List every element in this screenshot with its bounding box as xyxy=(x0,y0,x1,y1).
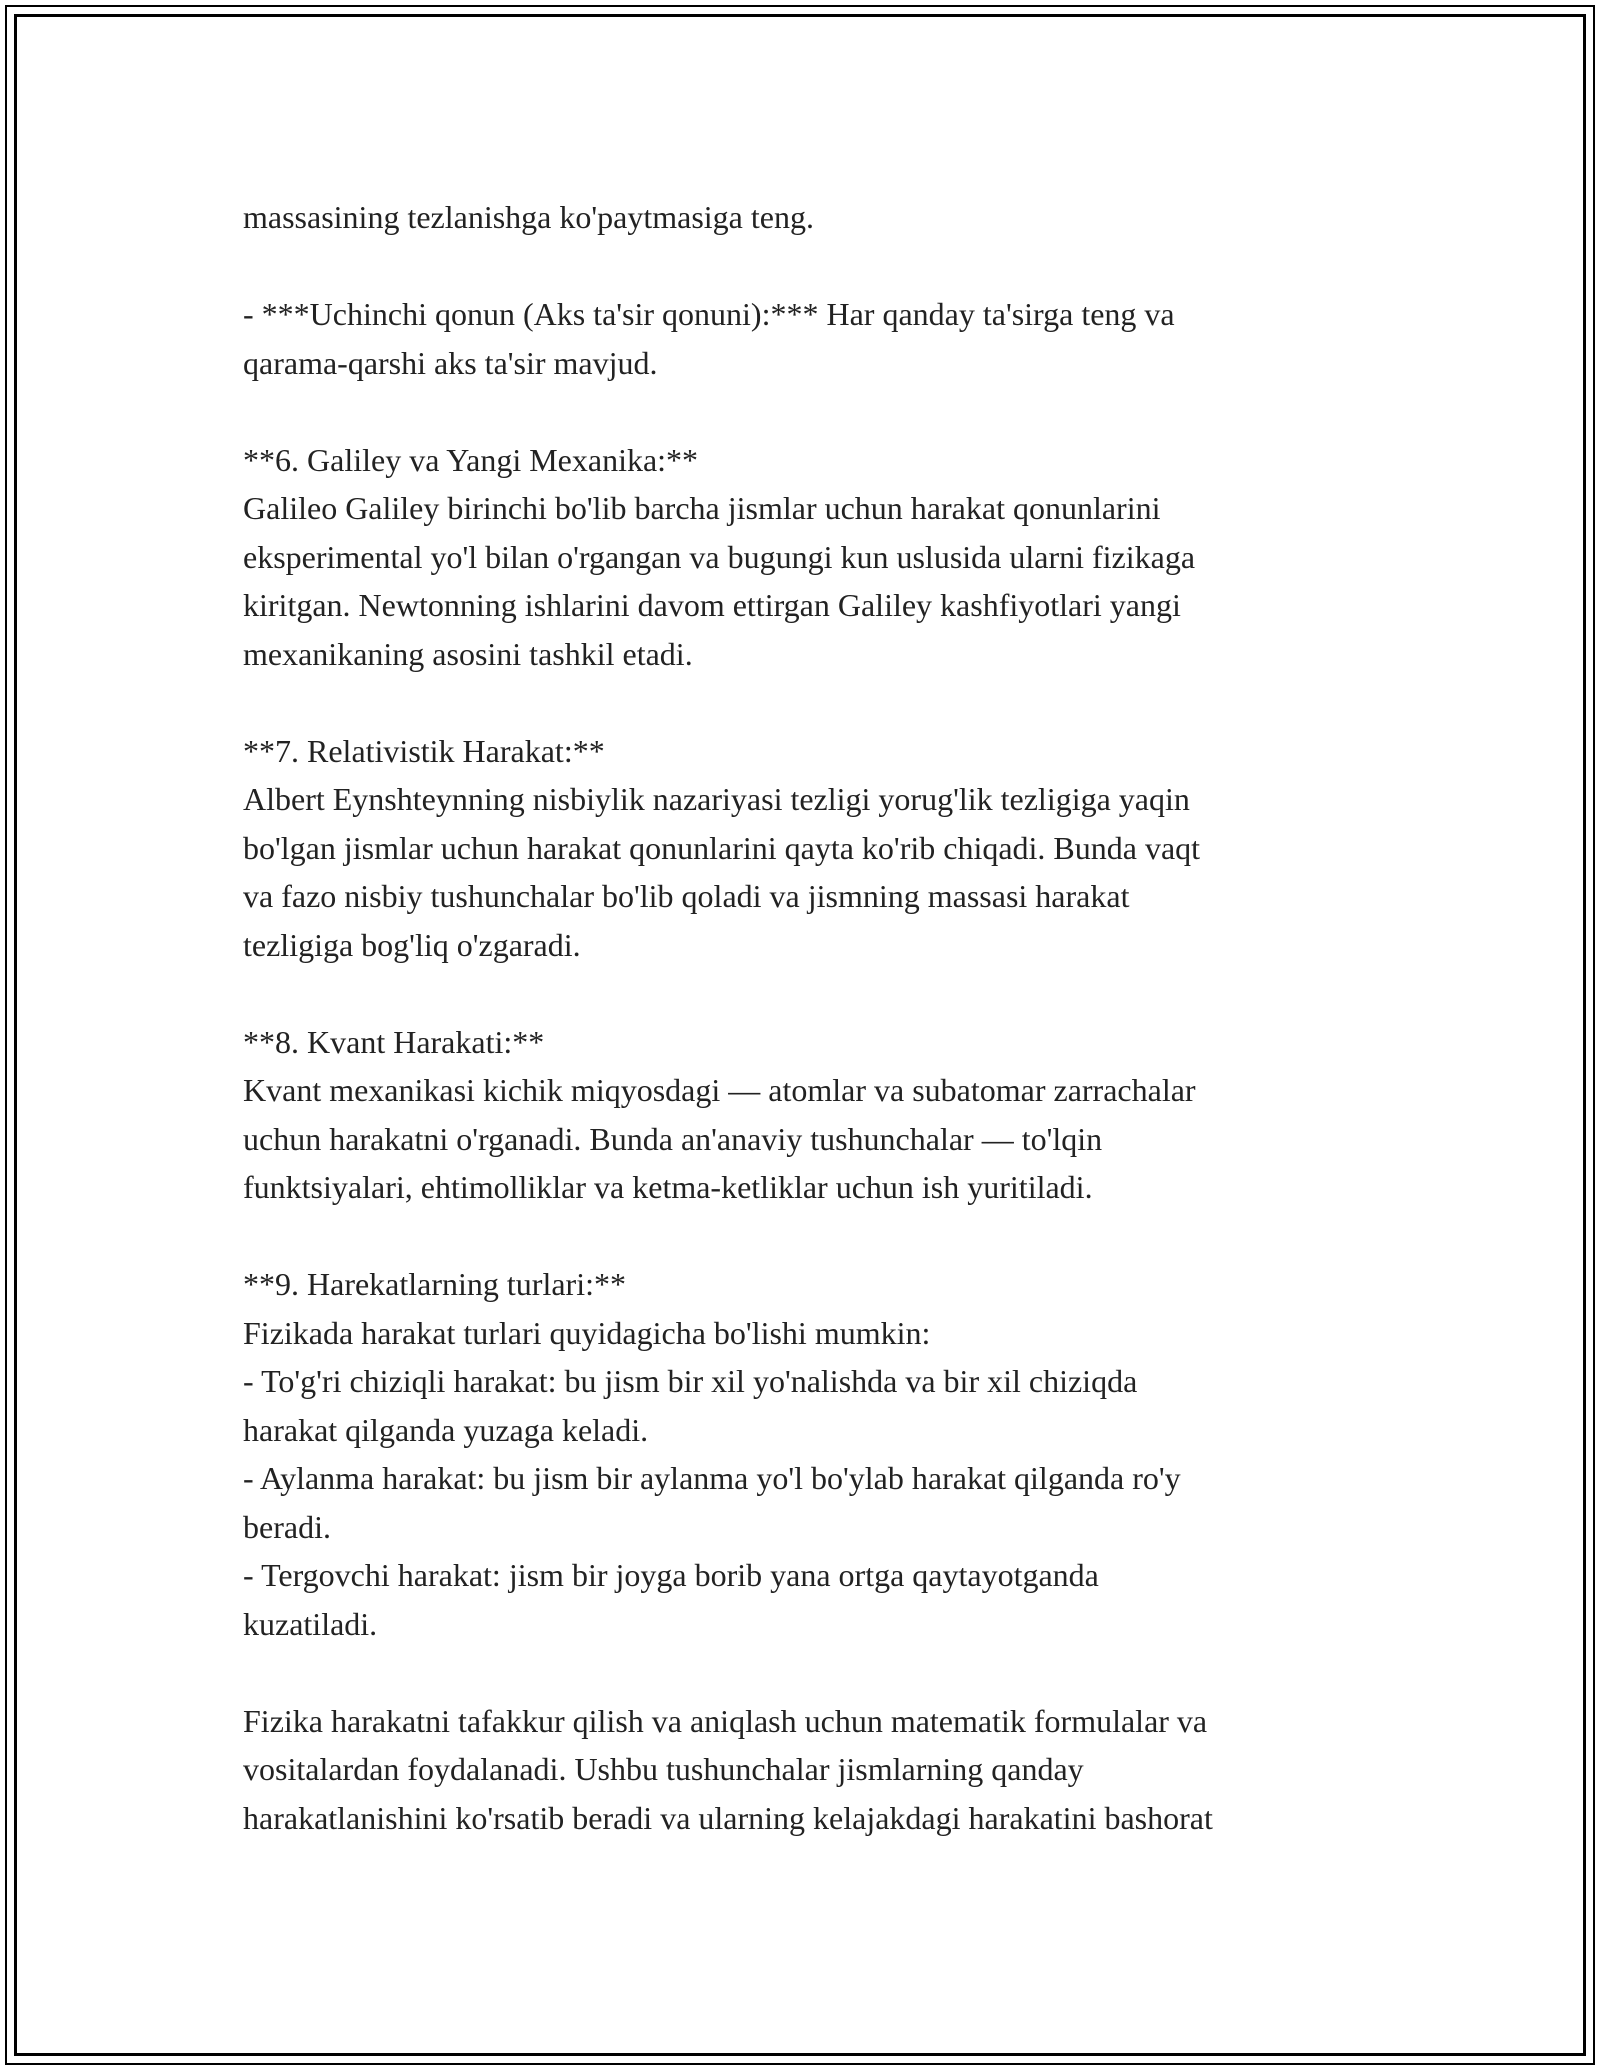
paragraph-section-6 xyxy=(243,436,1373,679)
paragraph-gap xyxy=(243,1212,1373,1261)
text-line: **9. Harekatlarning turlari:** xyxy=(243,1266,626,1302)
text-line: Fizika harakatni tafakkur qilish va aniqlash uchun matematik formulalar va xyxy=(243,1702,1208,1739)
text-line: Fizikada harakat turlari quyidagicha bo'lishi mumkin: xyxy=(243,1314,931,1351)
text-line: kiritgan. Newtonning ishlarini davom ettirgan Galiley kashfiyotlari yangi xyxy=(243,587,1181,623)
text-line: **8. Kvant Harakati:** xyxy=(243,1023,545,1060)
text-line: mexanikaning asosini tashkil etadi. xyxy=(243,635,693,672)
text-line: uchun harakatni o'rganadi. Bunda an'anaviy tushunchalar — to'lqin xyxy=(243,1120,1103,1157)
paragraph-gap xyxy=(243,678,1373,727)
text-line: bo'lgan jismlar uchun harakat qonunlarini qayta ko'rib chiqadi. Bunda vaqt xyxy=(243,829,1201,866)
text-line: beradi. xyxy=(243,1508,331,1545)
text-line: qarama-qarshi aks ta'sir mavjud. xyxy=(243,344,658,381)
text-line: va fazo nisbiy tushunchalar bo'lib qoladi va jismning massasi harakat xyxy=(243,878,1130,914)
paragraph-conclusion xyxy=(243,1697,1373,1843)
paragraph-newton-second-law-tail xyxy=(243,193,1373,242)
paragraph-section-9 xyxy=(243,1260,1373,1648)
paragraph-gap xyxy=(243,969,1373,1018)
text-line: **6. Galiley va Yangi Mexanika:** xyxy=(243,441,699,478)
text-line: vositalardan foydalanadi. Ushbu tushunchalar jismlarning qanday xyxy=(243,1751,1084,1787)
paragraph-gap xyxy=(243,1648,1373,1697)
text-line: eksperimental yo'l bilan o'rgangan va bugungi kun uslusida ularni fizikaga xyxy=(243,538,1196,575)
text-line: tezligiga bog'liq o'zgaradi. xyxy=(243,926,581,963)
paragraph-section-7 xyxy=(243,727,1373,970)
text-line: - ***Uchinchi qonun (Aks ta'sir qonuni):*** Har qanday ta'sirga teng va xyxy=(243,296,1175,332)
text-line: harakat qilganda yuzaga keladi. xyxy=(243,1411,649,1448)
text-line: harakatlanishini ko'rsatib beradi va ularning kelajakdagi harakatini bashorat xyxy=(243,1799,1213,1836)
text-line: - To'g'ri chiziqli harakat: bu jism bir xil yo'nalishda va bir xil chiziqda xyxy=(243,1363,1138,1399)
text-line: Galileo Galiley birinchi bo'lib barcha jismlar uchun harakat qonunlarini xyxy=(243,490,1161,526)
text-line: funktsiyalari, ehtimolliklar va ketma-ketliklar uchun ish yuritiladi. xyxy=(243,1169,1093,1205)
text-line: - Tergovchi harakat: jism bir joyga borib yana ortga qaytayotganda xyxy=(243,1557,1099,1593)
text-line: massasining tezlanishga ko'paytmasiga teng. xyxy=(243,199,814,235)
text-line: kuzatiladi. xyxy=(243,1605,378,1642)
text-line: - Aylanma harakat: bu jism bir aylanma yo'l bo'ylab harakat qilganda ro'y xyxy=(243,1460,1181,1496)
paragraph-gap xyxy=(243,242,1373,291)
document-body xyxy=(243,193,1373,1842)
text-line: **7. Relativistik Harakat:** xyxy=(243,732,605,769)
page-frame xyxy=(5,5,1595,2065)
paragraph-newton-third-law xyxy=(243,290,1373,387)
paragraph-section-8 xyxy=(243,1018,1373,1212)
text-line: Kvant mexanikasi kichik miqyosdagi — atomlar va subatomar zarrachalar xyxy=(243,1072,1196,1108)
text-line: Albert Eynshteynning nisbiylik nazariyasi tezligi yorug'lik tezligiga yaqin xyxy=(243,781,1190,817)
paragraph-gap xyxy=(243,387,1373,436)
